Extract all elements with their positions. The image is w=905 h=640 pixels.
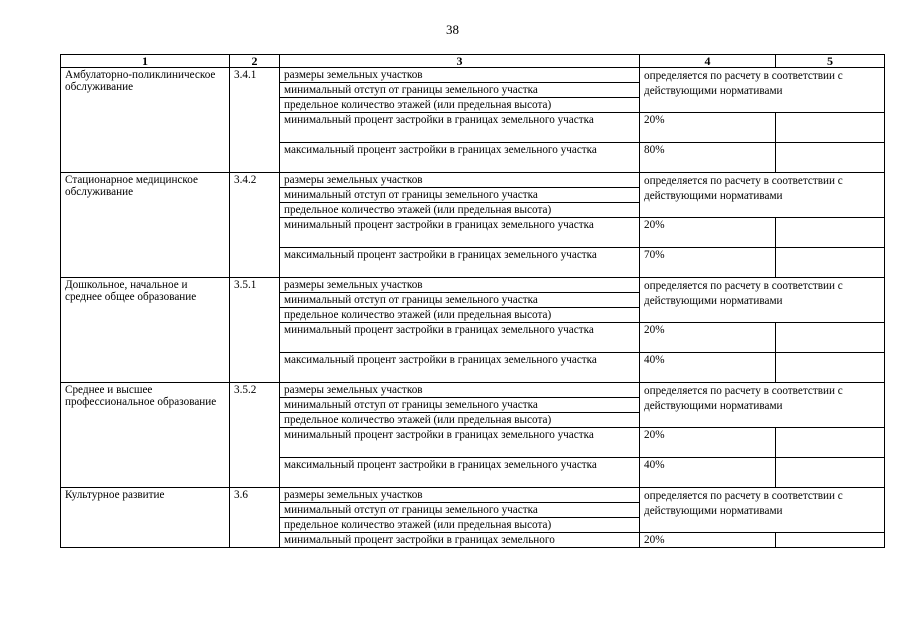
empty-cell (776, 533, 885, 548)
parameter-value: 20% (640, 218, 776, 248)
empty-cell (776, 248, 885, 278)
land-use-code: 3.6 (230, 488, 280, 548)
empty-cell (776, 143, 885, 173)
land-use-name: Культурное развитие (61, 488, 230, 548)
parameter-label: максимальный процент застройки в границах земельного участка (280, 143, 640, 173)
parameter-label: минимальный процент застройки в границах земельного участка (280, 218, 640, 248)
parameter-label: минимальный отступ от границы земельного участка (280, 503, 640, 518)
parameter-value: 40% (640, 353, 776, 383)
table-row (61, 173, 885, 188)
empty-cell (776, 113, 885, 143)
empty-cell (776, 218, 885, 248)
parameter-label: максимальный процент застройки в границах земельного участка (280, 248, 640, 278)
parameter-value: определяется по расчету в соответствии с действующими нормативами (640, 173, 885, 218)
land-use-code: 3.4.2 (230, 173, 280, 278)
parameter-label: минимальный процент застройки в границах земельного (280, 533, 640, 548)
parameter-label: максимальный процент застройки в границах земельного участка (280, 458, 640, 488)
parameter-label: предельное количество этажей (или предельная высота) (280, 413, 640, 428)
parameter-value: 70% (640, 248, 776, 278)
parameter-value: определяется по расчету в соответствии с действующими нормативами (640, 383, 885, 428)
table-row (61, 488, 885, 503)
page-number: 38 (446, 22, 459, 37)
parameter-label: предельное количество этажей (или предельная высота) (280, 203, 640, 218)
parameter-label: минимальный отступ от границы земельного участка (280, 83, 640, 98)
land-use-code: 3.5.2 (230, 383, 280, 488)
parameter-label: минимальный отступ от границы земельного участка (280, 188, 640, 203)
land-use-code: 3.5.1 (230, 278, 280, 383)
empty-cell (776, 428, 885, 458)
parameter-value: определяется по расчету в соответствии с действующими нормативами (640, 278, 885, 323)
column-header: 4 (640, 55, 776, 68)
column-header: 5 (776, 55, 885, 68)
empty-cell (776, 353, 885, 383)
table-row (61, 278, 885, 293)
parameter-label: минимальный процент застройки в границах земельного участка (280, 323, 640, 353)
parameter-label: размеры земельных участков (280, 173, 640, 188)
parameter-label: предельное количество этажей (или предельная высота) (280, 98, 640, 113)
column-header: 2 (230, 55, 280, 68)
parameter-value: 20% (640, 113, 776, 143)
parameter-label: размеры земельных участков (280, 383, 640, 398)
parameter-value: 20% (640, 323, 776, 353)
parameter-label: размеры земельных участков (280, 68, 640, 83)
parameter-value: определяется по расчету в соответствии с действующими нормативами (640, 488, 885, 533)
table-header-row (61, 55, 885, 68)
land-use-name: Стационарное медицинское обслуживание (61, 173, 230, 278)
land-use-code: 3.4.1 (230, 68, 280, 173)
column-header: 1 (61, 55, 230, 68)
parameter-label: минимальный процент застройки в границах земельного участка (280, 113, 640, 143)
parameter-value: 80% (640, 143, 776, 173)
parameter-label: минимальный отступ от границы земельного участка (280, 398, 640, 413)
land-use-name: Амбулаторно-поликлиническое обслуживание (61, 68, 230, 173)
parameter-label: предельное количество этажей (или предельная высота) (280, 308, 640, 323)
parameter-label: минимальный отступ от границы земельного участка (280, 293, 640, 308)
land-use-name: Среднее и высшее профессиональное образование (61, 383, 230, 488)
table-row (61, 383, 885, 398)
parameter-value: 20% (640, 428, 776, 458)
zoning-parameters-table (60, 54, 885, 548)
parameter-value: определяется по расчету в соответствии с действующими нормативами (640, 68, 885, 113)
parameter-label: размеры земельных участков (280, 278, 640, 293)
empty-cell (776, 323, 885, 353)
parameter-label: максимальный процент застройки в границах земельного участка (280, 353, 640, 383)
parameter-label: размеры земельных участков (280, 488, 640, 503)
parameter-label: предельное количество этажей (или предельная высота) (280, 518, 640, 533)
parameter-value: 20% (640, 533, 776, 548)
parameter-label: минимальный процент застройки в границах земельного участка (280, 428, 640, 458)
table-row (61, 68, 885, 83)
parameter-value: 40% (640, 458, 776, 488)
land-use-name: Дошкольное, начальное и среднее общее образование (61, 278, 230, 383)
column-header: 3 (280, 55, 640, 68)
empty-cell (776, 458, 885, 488)
